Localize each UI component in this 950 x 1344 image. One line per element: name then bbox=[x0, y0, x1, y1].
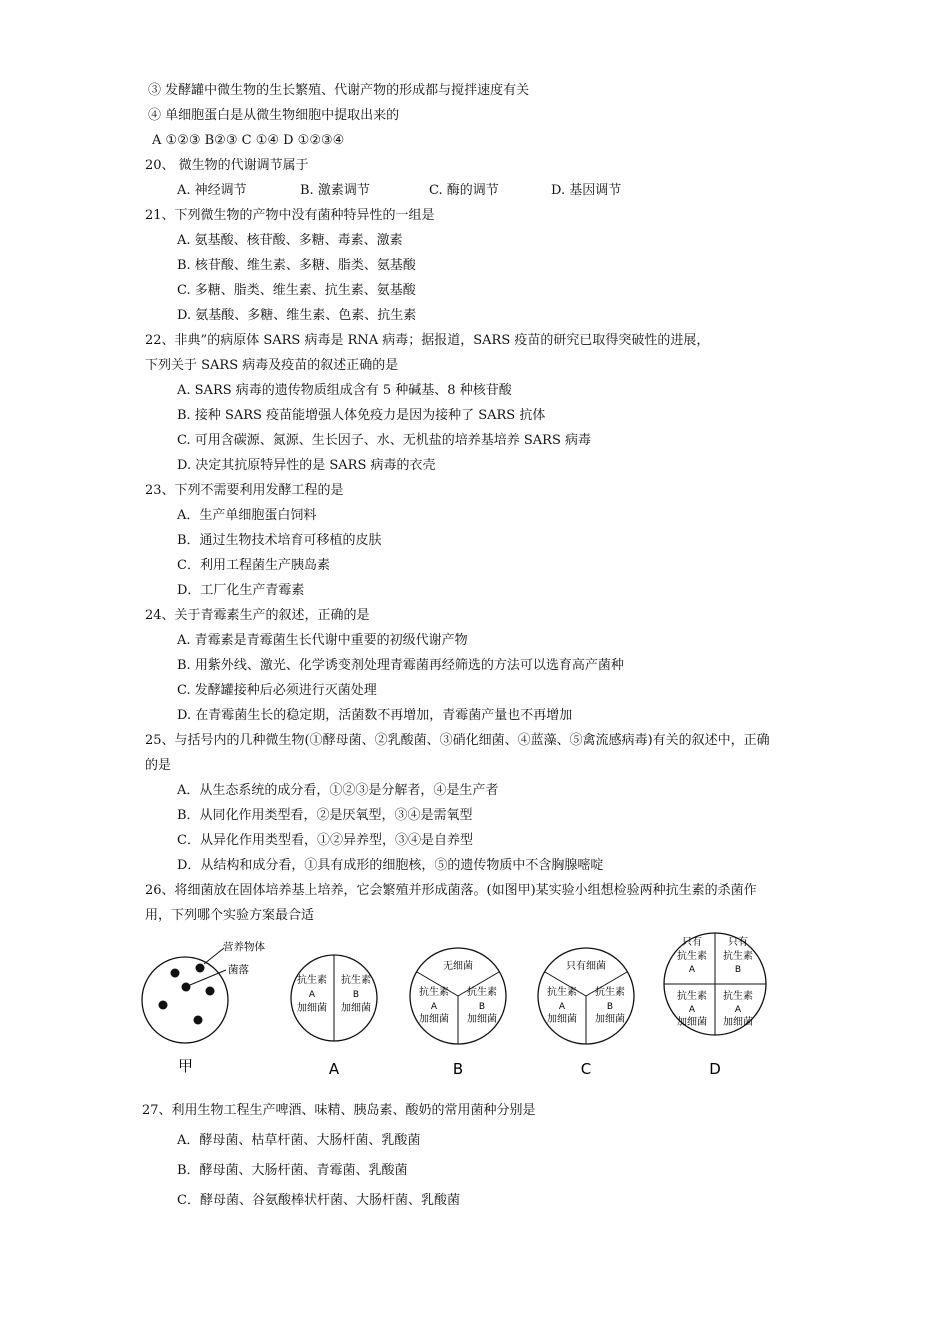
label-a: A bbox=[308, 990, 316, 1000]
caption-a: A bbox=[328, 1060, 340, 1078]
question-25-cont: 的是 bbox=[145, 758, 172, 773]
question-26: 26、将细菌放在固体培养基上培养，它会繁殖并形成菌落。(如图甲)某实验小组想检验两种抗生素的杀菌作 bbox=[145, 883, 757, 898]
label-antibiotic: 抗生素 bbox=[677, 991, 707, 1002]
label-colony: 菌落 bbox=[228, 964, 249, 976]
leader-line bbox=[190, 970, 226, 985]
option-22b: B. 接种 SARS 疫苗能增强人体免疫力是因为接种了 SARS 抗体 bbox=[177, 408, 546, 423]
colony-dot bbox=[159, 1001, 168, 1010]
option-24c: C. 发酵罐接种后必须进行灭菌处理 bbox=[177, 683, 377, 698]
caption-jia: 甲 bbox=[178, 1057, 194, 1075]
question-20: 20、 微生物的代谢调节属于 bbox=[145, 158, 309, 173]
label-antibiotic: 抗生素 bbox=[341, 975, 371, 986]
text-line: ③ 发酵罐中微生物的生长繁殖、代谢产物的形成都与搅拌速度有关 bbox=[148, 83, 530, 98]
question-21: 21、下列微生物的产物中没有菌种特异性的一组是 bbox=[145, 208, 435, 223]
dish-jia bbox=[142, 940, 265, 1075]
option-24d: D. 在青霉菌生长的稳定期，活菌数不再增加，青霉菌产量也不再增加 bbox=[177, 708, 573, 723]
label-only: 只有 bbox=[682, 937, 702, 948]
label-add-bacteria: 加细菌 bbox=[547, 1014, 577, 1025]
label-antibiotic: 抗生素 bbox=[547, 987, 577, 998]
label-a: A bbox=[558, 1002, 566, 1012]
label-b: B bbox=[478, 1002, 486, 1012]
question-22: 22、非典”的病原体 SARS 病毒是 RNA 病毒；据报道，SARS 疫苗的研究已取得突破性的进展， bbox=[145, 333, 710, 348]
option-20c: C. 酶的调节 bbox=[429, 183, 499, 198]
label-only-bacteria: 只有细菌 bbox=[566, 961, 606, 972]
label-b: B bbox=[734, 965, 742, 975]
option-27b: B．酵母菌、大肠杆菌、青霉菌、乳酸菌 bbox=[177, 1163, 408, 1178]
option-20b: B. 激素调节 bbox=[300, 183, 370, 198]
question-25: 25、与括号内的几种微生物(①酵母菌、②乳酸菌、③硝化细菌、④蓝藻、⑤禽流感病毒)有关的叙述中，正确 bbox=[145, 733, 770, 748]
option-23a: A．生产单细胞蛋白饲料 bbox=[177, 508, 317, 523]
option-21c: C. 多糖、脂类、维生素、抗生素、氨基酸 bbox=[177, 283, 416, 298]
dish-c bbox=[538, 948, 634, 1078]
option-20a: A. 神经调节 bbox=[177, 183, 247, 198]
label-antibiotic: 抗生素 bbox=[467, 987, 497, 998]
option-24a: A. 青霉素是青霉菌生长代谢中重要的初级代谢产物 bbox=[177, 633, 468, 648]
colony-dot bbox=[206, 987, 215, 996]
caption-b: B bbox=[452, 1060, 464, 1078]
label-antibiotic: 抗生素 bbox=[723, 951, 753, 962]
label-b: B bbox=[606, 1002, 614, 1012]
option-23b: B．通过生物技术培育可移植的皮肤 bbox=[177, 533, 382, 548]
label-antibiotic: 抗生素 bbox=[677, 951, 707, 962]
dish-d bbox=[664, 933, 766, 1078]
label-a: A bbox=[688, 965, 696, 975]
question-23: 23、下列不需要利用发酵工程的是 bbox=[145, 483, 344, 498]
question-26-cont: 用，下列哪个实验方案最合适 bbox=[145, 908, 315, 923]
option-25c: C．从异化作用类型看，①②异养型，③④是自养型 bbox=[177, 833, 473, 848]
option-21b: B. 核苷酸、维生素、多糖、脂类、氨基酸 bbox=[177, 258, 416, 273]
answer-options-line: A ①②③ B②③ C ①④ D ①②③④ bbox=[152, 133, 345, 148]
option-23d: D．工厂化生产青霉素 bbox=[177, 583, 305, 598]
question-24: 24、关于青霉素生产的叙述，正确的是 bbox=[145, 608, 370, 623]
label-antibiotic: 抗生素 bbox=[297, 975, 327, 986]
label-a: A bbox=[430, 1002, 438, 1012]
label-add-bacteria: 加细菌 bbox=[467, 1014, 497, 1025]
label-add-bacteria: 加细菌 bbox=[419, 1014, 449, 1025]
label-add-bacteria: 加细菌 bbox=[723, 1017, 753, 1028]
label-add-bacteria: 加细菌 bbox=[677, 1017, 707, 1028]
text-line: ④ 单细胞蛋白是从微生物细胞中提取出来的 bbox=[148, 108, 400, 123]
label-antibiotic: 抗生素 bbox=[723, 991, 753, 1002]
label-nutrient: 营养物体 bbox=[223, 941, 265, 953]
label-a: A bbox=[734, 1005, 742, 1015]
option-25d: D．从结构和成分看，①具有成形的细胞核，⑤的遗传物质中不含胸腺嘧啶 bbox=[177, 858, 604, 873]
label-no-bacteria: 无细菌 bbox=[443, 961, 473, 972]
option-22a: A. SARS 病毒的遗传物质组成含有 5 种碱基、8 种核苷酸 bbox=[177, 383, 512, 398]
label-add-bacteria: 加细菌 bbox=[341, 1003, 371, 1014]
option-27a: A．酵母菌、枯草杆菌、大肠杆菌、乳酸菌 bbox=[177, 1133, 421, 1148]
caption-c: C bbox=[580, 1060, 592, 1078]
colony-dot bbox=[171, 969, 180, 978]
question-22-cont: 下列关于 SARS 病毒及疫苗的叙述正确的是 bbox=[145, 358, 399, 373]
colony-dot bbox=[194, 1016, 203, 1025]
question-27: 27、利用生物工程生产啤酒、味精、胰岛素、酸奶的常用菌种分别是 bbox=[142, 1103, 536, 1118]
option-22d: D. 决定其抗原特异性的是 SARS 病毒的衣壳 bbox=[177, 458, 436, 473]
option-27c: C．酵母菌、谷氨酸棒状杆菌、大肠杆菌、乳酸菌 bbox=[177, 1193, 460, 1208]
option-25a: A．从生态系统的成分看，①②③是分解者，④是生产者 bbox=[177, 783, 499, 798]
label-add-bacteria: 加细菌 bbox=[595, 1014, 625, 1025]
dish-jia-outline bbox=[142, 957, 228, 1043]
option-24b: B. 用紫外线、激光、化学诱变剂处理青霉菌再经筛选的方法可以选育高产菌种 bbox=[177, 658, 624, 673]
option-21d: D. 氨基酸、多糖、维生素、色素、抗生素 bbox=[177, 308, 417, 323]
option-21a: A. 氨基酸、核苷酸、多糖、毒素、激素 bbox=[177, 233, 403, 248]
caption-d: D bbox=[709, 1060, 721, 1078]
label-b: B bbox=[352, 990, 360, 1000]
dish-b bbox=[410, 948, 506, 1078]
colony-dot bbox=[196, 964, 205, 973]
colony-dot bbox=[182, 983, 191, 992]
leader-line bbox=[204, 948, 224, 964]
option-23c: C．利用工程菌生产胰岛素 bbox=[177, 558, 330, 573]
dish-a bbox=[291, 955, 377, 1078]
option-22c: C. 可用含碳源、氮源、生长因子、水、无机盐的培养基培养 SARS 病毒 bbox=[177, 433, 592, 448]
option-20d: D. 基因调节 bbox=[551, 183, 622, 198]
label-only: 只有 bbox=[728, 937, 748, 948]
label-a: A bbox=[688, 1005, 696, 1015]
label-antibiotic: 抗生素 bbox=[595, 987, 625, 998]
label-add-bacteria: 加细菌 bbox=[297, 1003, 327, 1014]
label-antibiotic: 抗生素 bbox=[419, 987, 449, 998]
option-25b: B．从同化作用类型看，②是厌氧型，③④是需氧型 bbox=[177, 808, 473, 823]
